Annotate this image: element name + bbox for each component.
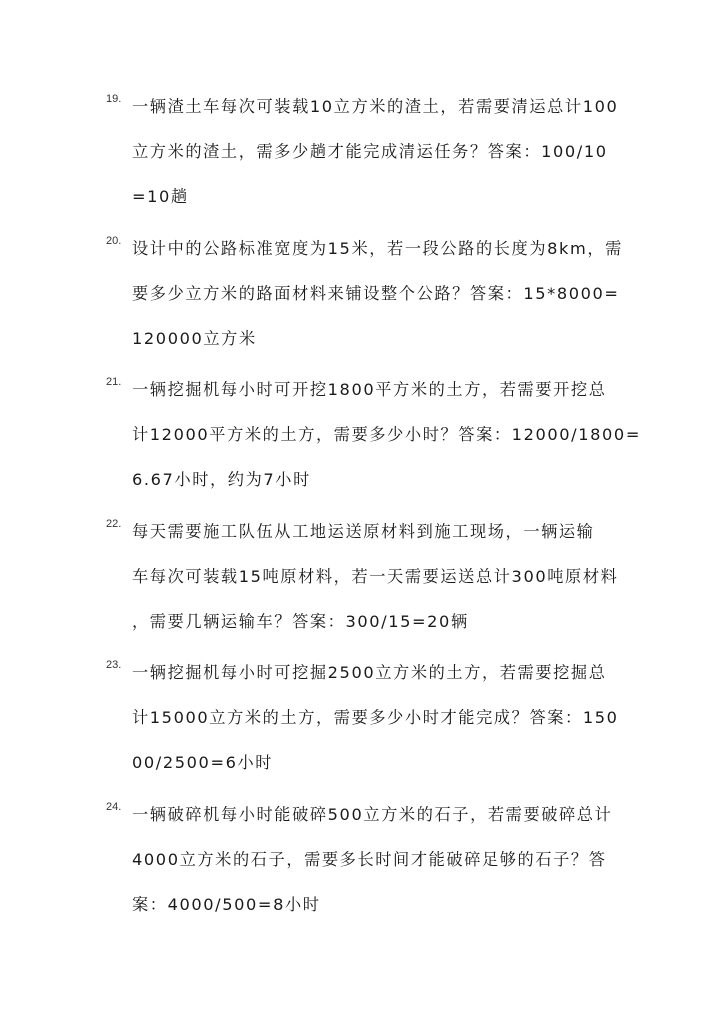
- text-line: =10趟: [132, 187, 189, 206]
- text-line: 车每次可装载15吨原材料，若一天需要运送总计300吨原材料: [132, 567, 619, 586]
- text-line: 一辆挖掘机每小时可挖掘2500立方米的土方，若需要挖掘总: [132, 663, 607, 682]
- question-text: [132, 226, 634, 361]
- text-line: 4000立方米的石子，需要多长时间才能破碎足够的石子？答: [132, 850, 607, 869]
- question-text: [132, 367, 641, 502]
- text-line: 计15000立方米的土方，需要多少小时才能完成？答案：150: [132, 708, 619, 727]
- question-number: 22.: [106, 518, 122, 530]
- question-text: [132, 650, 634, 785]
- text-line: 要多少立方米的路面材料来铺设整个公路？答案：15*8000=: [132, 284, 620, 303]
- question-number: 19.: [106, 93, 122, 105]
- text-line: 一辆挖掘机每小时可开挖1800平方米的土方，若需要开挖总: [132, 380, 607, 399]
- text-line: 案：4000/500=8小时: [132, 895, 321, 914]
- question-number: 21.: [106, 376, 122, 388]
- text-line: 一辆破碎机每小时能破碎500立方米的石子，若需要破碎总计: [132, 805, 613, 824]
- question-text: [132, 84, 634, 219]
- text-line: 设计中的公路标准宽度为15米，若一段公路的长度为8km，需: [132, 239, 623, 258]
- text-line: 00/2500=6小时: [132, 753, 274, 772]
- question-text: [132, 509, 634, 644]
- question-number: 20.: [106, 235, 122, 247]
- text-line: 6.67小时，约为7小时: [132, 470, 311, 489]
- text-line: 立方米的渣土，需多少趟才能完成清运任务？答案：100/10: [132, 142, 608, 161]
- text-line: 120000立方米: [132, 329, 257, 348]
- text-line: ，需要几辆运输车？答案：300/15=20辆: [132, 612, 469, 631]
- question-number: 23.: [106, 659, 122, 671]
- question-text: [132, 792, 634, 927]
- text-line: 计12000平方米的土方，需要多少小时？答案：12000/1800=: [132, 425, 641, 444]
- question-number: 24.: [106, 801, 122, 813]
- text-line: 每天需要施工队伍从工地运送原材料到施工现场，一辆运输: [132, 522, 595, 541]
- text-line: 一辆渣土车每次可装载10立方米的渣土，若需要清运总计100: [132, 97, 619, 116]
